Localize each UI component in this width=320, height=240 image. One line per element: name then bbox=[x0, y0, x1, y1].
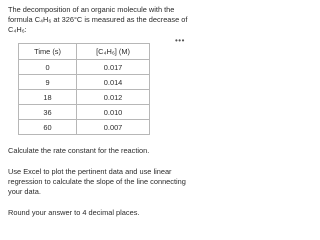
table-row bbox=[19, 105, 150, 120]
question-rounding: Round your answer to 4 decimal places. bbox=[8, 208, 140, 217]
table-row bbox=[19, 120, 150, 135]
problem-card bbox=[8, 5, 196, 218]
concentration-cell: 0.010 bbox=[77, 105, 150, 120]
time-cell: 36 bbox=[19, 105, 77, 120]
concentration-cell: 0.007 bbox=[77, 120, 150, 135]
table-row bbox=[19, 60, 150, 75]
table-row bbox=[19, 90, 150, 105]
data-table bbox=[18, 43, 150, 135]
concentration-cell: 0.014 bbox=[77, 75, 150, 90]
table-row bbox=[19, 75, 150, 90]
time-cell: 60 bbox=[19, 120, 77, 135]
question-rate-constant: Calculate the rate constant for the reaction. bbox=[8, 146, 150, 155]
question-excel-instructions: Use Excel to plot the pertinent data and use linear regression to calculate the slope of the line connecting your data. bbox=[8, 167, 186, 196]
time-cell: 18 bbox=[19, 90, 77, 105]
concentration-cell: 0.012 bbox=[77, 90, 150, 105]
concentration-cell: 0.017 bbox=[77, 60, 150, 75]
time-cell: 9 bbox=[19, 75, 77, 90]
column-header-concentration: [C₄H₆] (M) bbox=[77, 44, 150, 60]
problem-intro: The decomposition of an organic molecule with the formula C₄H₆ at 326°C is measured as the decrease of C₄H₆: bbox=[8, 5, 188, 34]
column-header-time: Time (s) bbox=[19, 44, 77, 60]
more-options-icon[interactable]: ••• bbox=[175, 36, 185, 45]
table-header-row bbox=[19, 44, 150, 60]
time-cell: 0 bbox=[19, 60, 77, 75]
